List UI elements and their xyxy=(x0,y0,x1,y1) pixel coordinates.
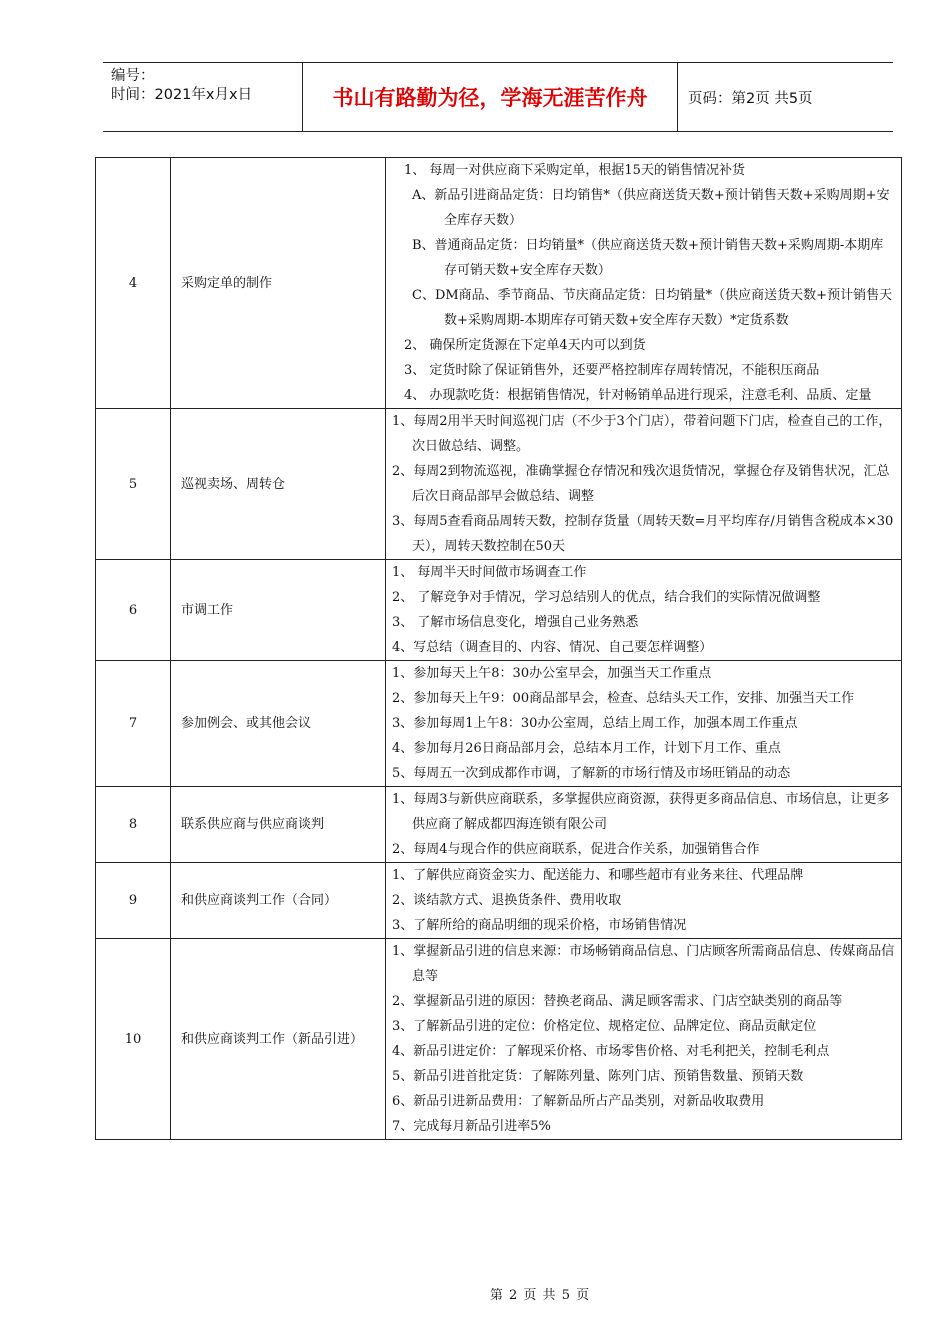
detail-line: 1、每周3与新供应商联系，多掌握供应商资源，获得更多商品信息、市场信息，让更多供应商了解成都四海连锁有限公司 xyxy=(392,792,890,832)
header-motto: 书山有路勤为径，学海无涯苦作舟 xyxy=(303,63,678,131)
detail-line: 6、新品引进新品费用：了解新品所占产品类别，对新品收取费用 xyxy=(392,1094,765,1109)
detail-line: 2、谈结款方式、退换货条件、费用收取 xyxy=(392,893,622,908)
detail-line: 5、每周五一次到成都作市调，了解新的市场行情及市场旺销品的动态 xyxy=(392,766,791,781)
row-number: 5 xyxy=(96,409,171,560)
duty-table xyxy=(95,157,902,1140)
detail-line: 3、了解所给的商品明细的现采价格，市场销售情况 xyxy=(392,918,687,933)
row-details xyxy=(386,863,902,939)
detail-line: C、DM商品、季节商品、节庆商品定货：日均销量*（供应商送货天数+预计销售天数+采购周期-本期库存可销天数+安全库存天数）*定货系数 xyxy=(412,288,893,328)
detail-line: 4、参加每月26日商品部月会，总结本月工作，计划下月工作、重点 xyxy=(392,741,781,756)
detail-line: A、新品引进商品定货：日均销售*（供应商送货天数+预计销售天数+采购周期+安全库存天数） xyxy=(412,188,890,228)
row-details xyxy=(386,661,902,787)
document-time-label: 时间：2021年x月x日 xyxy=(111,87,253,103)
row-details xyxy=(386,560,902,661)
row-number: 10 xyxy=(96,939,171,1140)
detail-line: 3、参加每周1上午8：30办公室周，总结上周工作，加强本周工作重点 xyxy=(392,716,798,731)
detail-line: 2、参加每天上午9：00商品部早会，检查、总结头天工作，安排、加强当天工作 xyxy=(392,691,855,706)
row-task: 和供应商谈判工作（合同） xyxy=(171,863,386,939)
detail-line: 1、掌握新品引进的信息来源：市场畅销商品信息、门店顾客所需商品信息、传媒商品信息等 xyxy=(392,944,895,984)
row-details xyxy=(386,409,902,560)
row-task: 联系供应商与供应商谈判 xyxy=(171,787,386,863)
detail-line: 4、写总结（调查目的、内容、情况、自己要怎样调整） xyxy=(392,640,713,655)
detail-line: 2、每周4与现合作的供应商联系，促进合作关系，加强销售合作 xyxy=(392,842,760,857)
row-task: 采购定单的制作 xyxy=(171,158,386,409)
detail-line: 4、 办现款吃货：根据销售情况，针对畅销单品进行现采，注意毛利、品质、定量 xyxy=(404,388,872,403)
page-header xyxy=(103,62,893,132)
row-number: 9 xyxy=(96,863,171,939)
detail-line: 1、了解供应商资金实力、配送能力、和哪些超市有业务来往、代理品牌 xyxy=(392,868,804,883)
detail-line: 3、 了解市场信息变化，增强自己业务熟悉 xyxy=(392,615,639,630)
row-task: 市调工作 xyxy=(171,560,386,661)
header-page-code: 页码：第2页 共5页 xyxy=(688,90,813,107)
detail-line: 1、 每周半天时间做市场调查工作 xyxy=(392,565,587,580)
detail-line: 5、新品引进首批定货：了解陈列量、陈列门店、预销售数量、预销天数 xyxy=(392,1069,804,1084)
table-row xyxy=(96,661,902,787)
detail-line: 3、了解新品引进的定位：价格定位、规格定位、品牌定位、商品贡献定位 xyxy=(392,1019,817,1034)
document-number-label: 编号： xyxy=(111,68,155,84)
detail-line: 1、 每周一对供应商下采购定单，根据15天的销售情况补货 xyxy=(404,163,745,178)
page-footer: 第 2 页 共 5 页 xyxy=(489,1288,591,1303)
detail-line: 4、新品引进定价：了解现采价格、市场零售价格、对毛利把关，控制毛利点 xyxy=(392,1044,830,1059)
detail-line: 2、掌握新品引进的原因：替换老商品、满足顾客需求、门店空缺类别的商品等 xyxy=(392,994,843,1009)
row-details xyxy=(386,787,902,863)
row-number: 4 xyxy=(96,158,171,409)
row-task: 和供应商谈判工作（新品引进） xyxy=(171,939,386,1140)
table-row xyxy=(96,863,902,939)
detail-line: 1、参加每天上午8：30办公室早会，加强当天工作重点 xyxy=(392,666,712,681)
row-task: 参加例会、或其他会议 xyxy=(171,661,386,787)
row-number: 6 xyxy=(96,560,171,661)
detail-line: 3、 定货时除了保证销售外，还要严格控制库存周转情况，不能积压商品 xyxy=(404,363,820,378)
detail-line: 2、每周2到物流巡视，准确掌握仓存情况和残次退货情况，掌握仓存及销售状况，汇总后次日商品部早会做总结、调整 xyxy=(392,464,890,504)
detail-line: B、普通商品定货：日均销量*（供应商送货天数+预计销售天数+采购周期-本期库存可销天数+安全库存天数） xyxy=(412,238,884,278)
table-row xyxy=(96,560,902,661)
table-row xyxy=(96,158,902,409)
detail-line: 2、 确保所定货源在下定单4天内可以到货 xyxy=(404,338,646,353)
row-details xyxy=(386,158,902,409)
detail-line: 3、每周5查看商品周转天数，控制存货量（周转天数=月平均库存/月销售含税成本×30天），周转天数控制在50天 xyxy=(392,514,894,554)
detail-line: 2、 了解竞争对手情况，学习总结别人的优点，结合我们的实际情况做调整 xyxy=(392,590,821,605)
detail-line: 1、每周2用半天时间巡视门店（不少于3个门店），带着问题下门店，检查自己的工作，次日做总结、调整。 xyxy=(392,414,892,454)
table-row xyxy=(96,409,902,560)
table-row xyxy=(96,787,902,863)
row-task: 巡视卖场、周转仓 xyxy=(171,409,386,560)
row-details xyxy=(386,939,902,1140)
header-meta xyxy=(103,63,303,131)
duty-table-body xyxy=(96,158,902,1140)
table-row xyxy=(96,939,902,1140)
detail-line: 7、完成每月新品引进率5% xyxy=(392,1119,551,1134)
row-number: 7 xyxy=(96,661,171,787)
row-number: 8 xyxy=(96,787,171,863)
